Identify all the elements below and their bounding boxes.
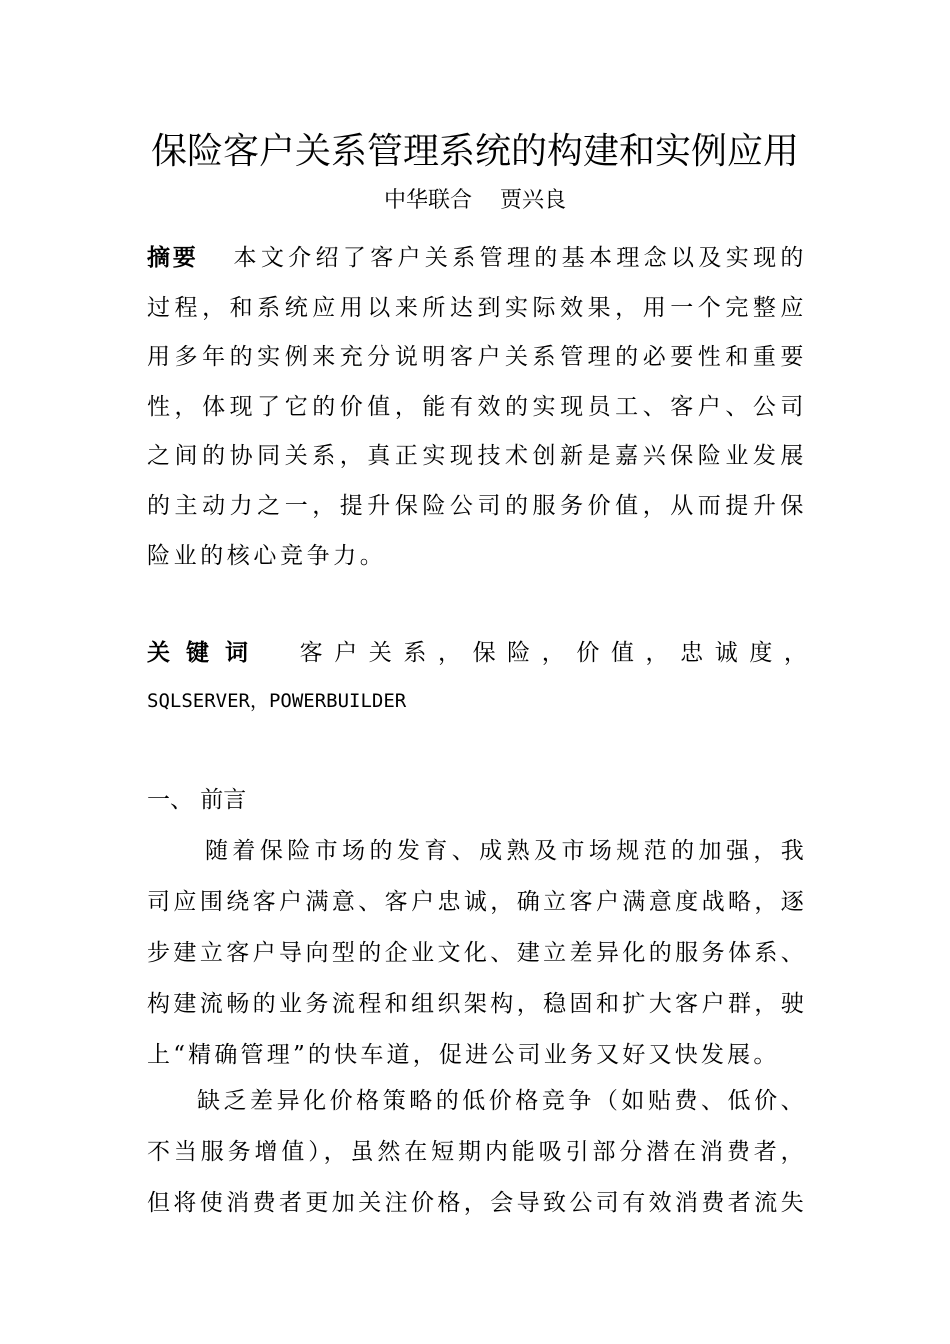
abstract-gap bbox=[199, 245, 234, 271]
section-heading: 一、 前言 bbox=[147, 787, 247, 813]
abstract-text: 本文介绍了客户关系管理的基本理念以及实现的过程，和系统应用以来所达到实际效果，用一个完整应用多年的实例来充分说明客户关系管理的必要性和重要性，体现了它的价值，能有效的实现员工、客户、公司之间的协同关系，真正实现技术创新是嘉兴保险业发展的主动力之一，提升保险公司的服务价值，从而提升保险业的核心竞争力。 bbox=[147, 245, 808, 569]
document-title: 保险客户关系管理系统的构建和实例应用 bbox=[150, 131, 799, 172]
keyword-char: ， bbox=[783, 640, 807, 666]
abstract-paragraph bbox=[147, 233, 807, 581]
keyword-char: 户 bbox=[334, 640, 358, 666]
keyword-char: 价 bbox=[576, 640, 600, 666]
abstract-label: 摘要 bbox=[147, 244, 199, 271]
keywords-label-char: 词 bbox=[225, 639, 248, 666]
keywords-label bbox=[147, 629, 248, 677]
keywords-label-char: 关 bbox=[147, 639, 170, 666]
keywords-label-char: 键 bbox=[186, 639, 209, 666]
keywords-line-2: SQLSERVER，POWERBUILDER bbox=[147, 690, 407, 712]
keywords-block bbox=[147, 629, 807, 725]
keyword-char: 系 bbox=[403, 640, 427, 666]
author-line: 中华联合 贾兴良 bbox=[384, 188, 566, 213]
body-paragraph-2: 缺乏差异化价格策略的低价格竞争（如贴费、低价、不当服务增值），虽然在短期内能吸引部分潜在消费者，但将使消费者更加关注价格，会导致公司有效消费者流失 bbox=[147, 1088, 807, 1216]
keyword-char: 诚 bbox=[714, 640, 738, 666]
keyword-char: 客 bbox=[299, 640, 323, 666]
keyword-char: ， bbox=[437, 640, 461, 666]
keyword-char: ， bbox=[541, 640, 565, 666]
keyword-char: 忠 bbox=[680, 640, 704, 666]
keywords-line-1 bbox=[147, 629, 807, 677]
keyword-char: ， bbox=[645, 640, 669, 666]
keyword-char: 关 bbox=[368, 640, 392, 666]
keyword-char: 值 bbox=[610, 640, 634, 666]
keyword-char: 险 bbox=[507, 640, 531, 666]
keyword-char: 度 bbox=[749, 640, 773, 666]
keyword-char: 保 bbox=[472, 640, 496, 666]
body-paragraph-1: 随着保险市场的发育、成熟及市场规范的加强，我司应围绕客户满意、客户忠诚，确立客户满意度战略，逐步建立客户导向型的企业文化、建立差异化的服务体系、构建流畅的业务流程和组织架构，稳固和扩大客户群，驶上“精确管理”的快车道，促进公司业务又好又快发展。 bbox=[147, 838, 807, 1068]
